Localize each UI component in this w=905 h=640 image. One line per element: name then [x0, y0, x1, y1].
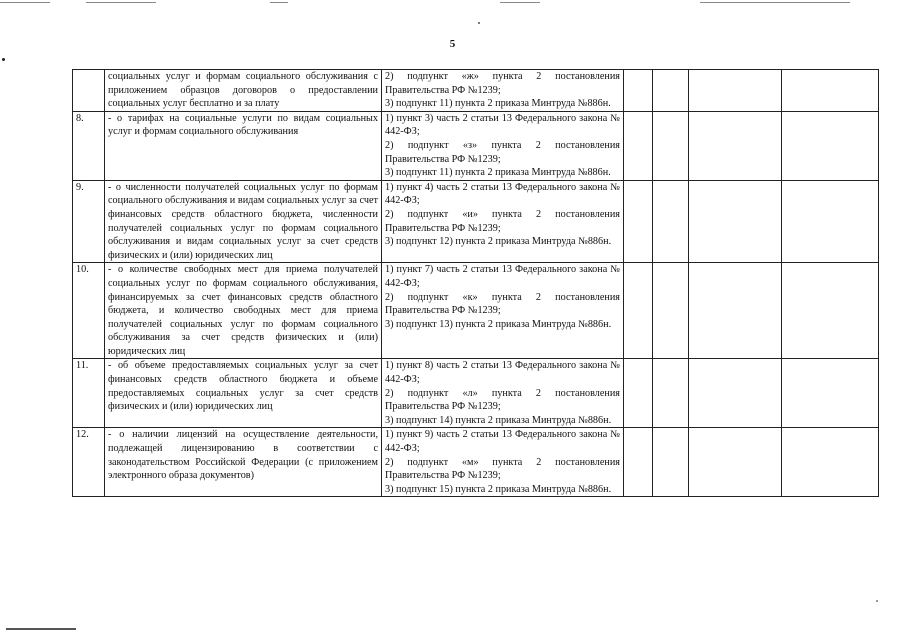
legal-basis — [382, 428, 624, 497]
empty-cell — [624, 180, 653, 263]
empty-cell — [653, 70, 689, 112]
scan-artifact — [876, 600, 878, 602]
empty-cell — [624, 359, 653, 428]
legal-basis-item: 2) подпункт «з» пункта 2 постановления Правительства РФ №1239; — [385, 139, 620, 165]
info-description: - о тарифах на социальные услуги по видам социальных услуг и формам социального обслуживания — [105, 111, 382, 180]
legal-basis — [382, 111, 624, 180]
table-row — [73, 359, 879, 428]
table-row — [73, 180, 879, 263]
legal-basis-item: 3) подпункт 15) пункта 2 приказа Минтруда №886н. — [385, 483, 612, 495]
info-description: социальных услуг и формам социального обслуживания с приложением образцов договоров о предоставлении социальных услуг бесплатно и за плату — [105, 70, 382, 112]
legal-basis-item: 3) подпункт 12) пункта 2 приказа Минтруда №886н. — [385, 236, 612, 248]
legal-basis — [382, 359, 624, 428]
info-description: - о наличии лицензий на осуществление деятельности, подлежащей лицензированию в соответствии с законодательством Российской Федерации (с приложением электронного образа документов) — [105, 428, 382, 497]
row-number: 8. — [73, 111, 105, 180]
row-number: 10. — [73, 263, 105, 359]
row-number — [73, 70, 105, 112]
table-row — [73, 111, 879, 180]
legal-basis-item: 1) пункт 3) часть 2 статьи 13 Федерального закона № 442-ФЗ; — [385, 112, 620, 138]
scan-artifact — [478, 22, 480, 24]
empty-cell — [689, 428, 782, 497]
empty-cell — [624, 263, 653, 359]
empty-cell — [782, 359, 879, 428]
legal-basis-item: 2) подпункт «и» пункта 2 постановления Правительства РФ №1239; — [385, 208, 620, 234]
info-description: - об объеме предоставляемых социальных услуг за счет финансовых средств областного бюджета и объеме предоставляемых социальных услуг за счет средств физических и (или) юридических лиц — [105, 359, 382, 428]
empty-cell — [689, 263, 782, 359]
row-number: 9. — [73, 180, 105, 263]
table-row — [73, 428, 879, 497]
regulation-table — [72, 69, 879, 497]
legal-basis-item: 2) подпункт «м» пункта 2 постановления Правительства РФ №1239; — [385, 456, 620, 482]
legal-basis-item: 2) подпункт «к» пункта 2 постановления Правительства РФ №1239; — [385, 291, 620, 317]
legal-basis — [382, 263, 624, 359]
info-description: - о численности получателей социальных услуг по формам социального обслуживания и видам социальных услуг за счет финансовых средств областного бюджета, численности получателей социальных услуг по формам социального обслуживания и видам социальных услуг за счет средств физических и (или) юридических лиц — [105, 180, 382, 263]
legal-basis-item: 1) пункт 8) часть 2 статьи 13 Федерального закона № 442-ФЗ; — [385, 360, 620, 386]
legal-basis-item: 3) подпункт 13) пункта 2 приказа Минтруда №886н. — [385, 318, 612, 330]
row-number: 11. — [73, 359, 105, 428]
legal-basis-item: 1) пункт 9) часть 2 статьи 13 Федерального закона № 442-ФЗ; — [385, 429, 620, 455]
empty-cell — [782, 180, 879, 263]
empty-cell — [689, 180, 782, 263]
empty-cell — [689, 70, 782, 112]
legal-basis — [382, 70, 624, 112]
row-number: 12. — [73, 428, 105, 497]
legal-basis — [382, 180, 624, 263]
legal-basis-item: 2) подпункт «ж» пункта 2 постановления Правительства РФ №1239; — [385, 71, 620, 96]
legal-basis-item: 1) пункт 7) часть 2 статьи 13 Федерального закона № 442-ФЗ; — [385, 264, 620, 289]
empty-cell — [689, 111, 782, 180]
legal-basis-item: 1) пункт 4) часть 2 статьи 13 Федерального закона № 442-ФЗ; — [385, 181, 620, 207]
empty-cell — [653, 263, 689, 359]
empty-cell — [653, 180, 689, 263]
scan-artifact — [6, 628, 76, 630]
scan-artifact — [2, 58, 5, 61]
table-row — [73, 263, 879, 359]
empty-cell — [782, 111, 879, 180]
empty-cell — [624, 70, 653, 112]
empty-cell — [624, 111, 653, 180]
scan-edge-lines — [0, 0, 905, 8]
legal-basis-item: 3) подпункт 11) пункта 2 приказа Минтруда №886н. — [385, 98, 611, 110]
info-description: - о количестве свободных мест для приема получателей социальных услуг по формам социального обслуживания, финансируемых за счет финансовых средств областного бюджета, и количество свободных мест для приема получателей социальных услуг по формам социального обслуживания за счет средств физических и (или) юридических лиц — [105, 263, 382, 359]
empty-cell — [653, 428, 689, 497]
empty-cell — [782, 70, 879, 112]
empty-cell — [782, 263, 879, 359]
empty-cell — [689, 359, 782, 428]
legal-basis-item: 2) подпункт «л» пункта 2 постановления Правительства РФ №1239; — [385, 387, 620, 413]
legal-basis-item: 3) подпункт 14) пункта 2 приказа Минтруда №886н. — [385, 414, 612, 426]
page-number: 5 — [449, 38, 456, 50]
empty-cell — [782, 428, 879, 497]
empty-cell — [653, 359, 689, 428]
empty-cell — [653, 111, 689, 180]
table-row — [73, 70, 879, 112]
legal-basis-item: 3) подпункт 11) пункта 2 приказа Минтруда №886н. — [385, 167, 611, 179]
empty-cell — [624, 428, 653, 497]
